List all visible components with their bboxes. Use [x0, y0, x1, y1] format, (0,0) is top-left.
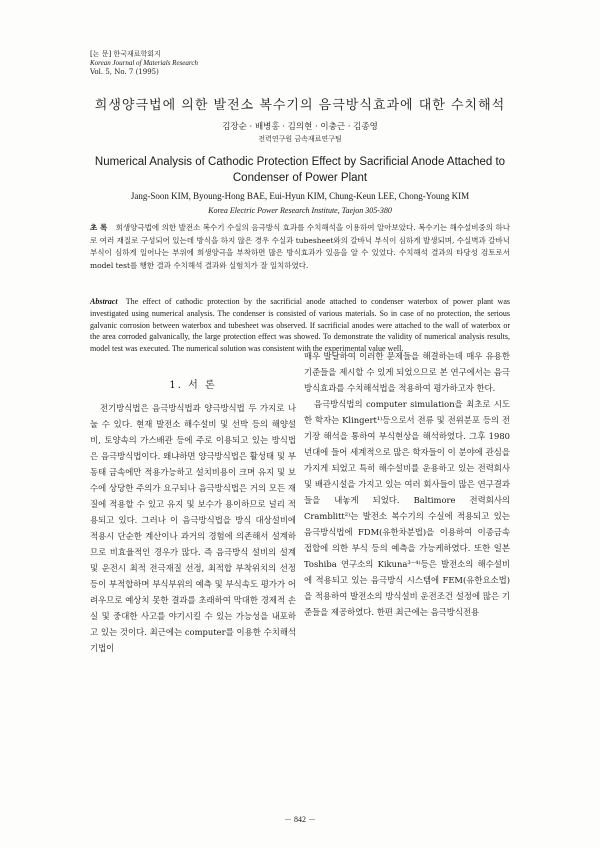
page-number: － 842 － — [284, 815, 316, 824]
body-column-left — [90, 378, 296, 656]
journal-name-en: Korean Journal of Materials Research — [90, 59, 198, 67]
abstract-ko-text: 희생양극법에 의한 발전소 복수기 수실의 음극방식 효과를 수치해석을 이용하여 알아보았다. 복수기는 해수설비중의 하나로 여러 재질로 구성되어 있는데 방식을 하지 않은 경우 수실과 tubesheet와의 갈바닉 부식이 심하게 발생되며, 수실벽과 갈바닉 부식이 심하게 일어나는 부위에 희생양극을 부착하면 많은 방식효과가 있음을 알 수 있었다. 수치해석 결과의 타당성 검토로서 model test를 행한 결과 수치해석 결과와 실험치가 잘 일치하였다. — [90, 223, 510, 270]
intro-paragraph-1-cont: 매우 발달하여 이러한 문제들을 해결하는데 매우 유용한 기준들을 제시할 수 있게 되었으므로 본 연구에서는 음극방식효과를 수치해석법을 적용하여 평가하고자 한다. — [304, 351, 510, 393]
abstract-ko — [90, 222, 510, 272]
abstract-ko-label: 초 록 — [90, 223, 108, 232]
affiliation-en: Korea Electric Power Research Institute, Taejon 305-380 — [208, 206, 392, 215]
abstract-en-label: Abstract — [90, 297, 118, 306]
journal-volume: Vol. 5, No. 7 (1995) — [90, 68, 159, 76]
abstract-en-text: The effect of cathodic protection by the sacrificial anode attached to condenser waterbox of power plant was investigated using numerical analysis. The condenser is consisted of various materials. So in case of no protection, the serious galvanic corrosion between waterbox and tubesheet was observed. If sacrificial anodes were attached to the wall of waterbox or the area corroded galvanically, the large protection effect was showed. To demonstrate the validity of numerical analysis results, model test was executed. The numerical solution was consistent with the experimental value well. — [90, 297, 510, 354]
paper-title-en: Numerical Analysis of Cathodic Protection Effect by Sacrificial Anode Attached to Condenser of Power Plant — [94, 156, 506, 184]
journal-header — [90, 50, 198, 77]
body-column-right — [304, 348, 510, 620]
journal-name-ko: [논 문] 한국재료학회지 — [90, 50, 161, 58]
paper-title-ko: 희생양극법에 의한 발전소 복수기의 음극방식효과에 대한 수치해석 — [94, 98, 506, 113]
abstract-en — [90, 296, 510, 355]
intro-paragraph-1: 전기방식법은 음극방식법과 양극방식법 두 가지로 나눌 수 있다. 현재 발전소 해수설비 및 선박 등의 해양설비, 토양속의 가스배관 등에 주로 이용되고 있는 방식법은 음극방식법이다. 왜냐하면 양극방식법은 활성태 및 부동태 금속에만 적용가능하고 설치비용이 크며 유지 및 보수에 상당한 주의가 요구되나 음극방식법은 거의 모든 재질에 적용할 수 있고 유지 및 보수가 용이하므로 널리 적용되고 있다. 그러나 이 음극방식법을 방식 대상설비에 적용시 단순한 계산이나 과거의 경험에 의존해서 설계하므로 비효율적인 경우가 많다. 즉 음극방식 설비의 설계 및 운전시 최적 전극재질 선정, 최적합 부착위치의 선정 등이 부적합하며 부식부위의 예측 및 부식속도 평가가 어려우므로 예상치 못한 결과를 초래하여 막대한 경제적 손실 및 중대한 사고를 야기시킬 수 있는 가능성을 내포하고 있는 것이다. 최근에는 computer를 이용한 수치해석기법이 — [90, 403, 296, 653]
intro-paragraph-2: 음극방식법의 computer simulation을 최초로 시도한 학자는 Klingert¹⁾등으로서 전류 및 전위분포 등의 전기장 해석을 통하여 부식현상을 해석하였다. 그후 1980년대에 들어 세계적으로 많은 학자들이 이 분야에 관심을 가지게 되었고 특히 해수설비를 운용하고 있는 전력회사 및 배관시설을 가지고 있는 여러 회사들이 많은 연구결과들을 내놓게 되었다. Baltimore 전력회사의 Cramblitt²⁾는 발전소 복수기의 수실에 적용되고 있는 음극방식법에 FDM(유한차분법)을 이용하여 이종금속 접합에 의한 부식 등의 예측을 가능케하였다. 또한 일본 Toshiba 연구소의 Kikuna³⁻⁴⁾등은 발전소의 해수설비에 적용되고 있는 음극방식 시스템에 FEM(유한요소법)을 적용하여 발전소의 방식설비 운전조건 설정에 많은 기준들을 제공하였다. 한편 최근에는 음극방식전용 — [304, 399, 510, 617]
affiliation-ko: 전력연구원 금속재료연구팀 — [258, 135, 342, 143]
section-title: 1. 서 론 — [169, 380, 217, 391]
authors-ko: 김장순 · 배병홍 · 김의현 · 이충근 · 김종영 — [222, 122, 378, 132]
authors-en: Jang-Soon KIM, Byoung-Hong BAE, Eui-Hyun KIM, Chung-Keun LEE, Chong-Young KIM — [130, 191, 470, 201]
